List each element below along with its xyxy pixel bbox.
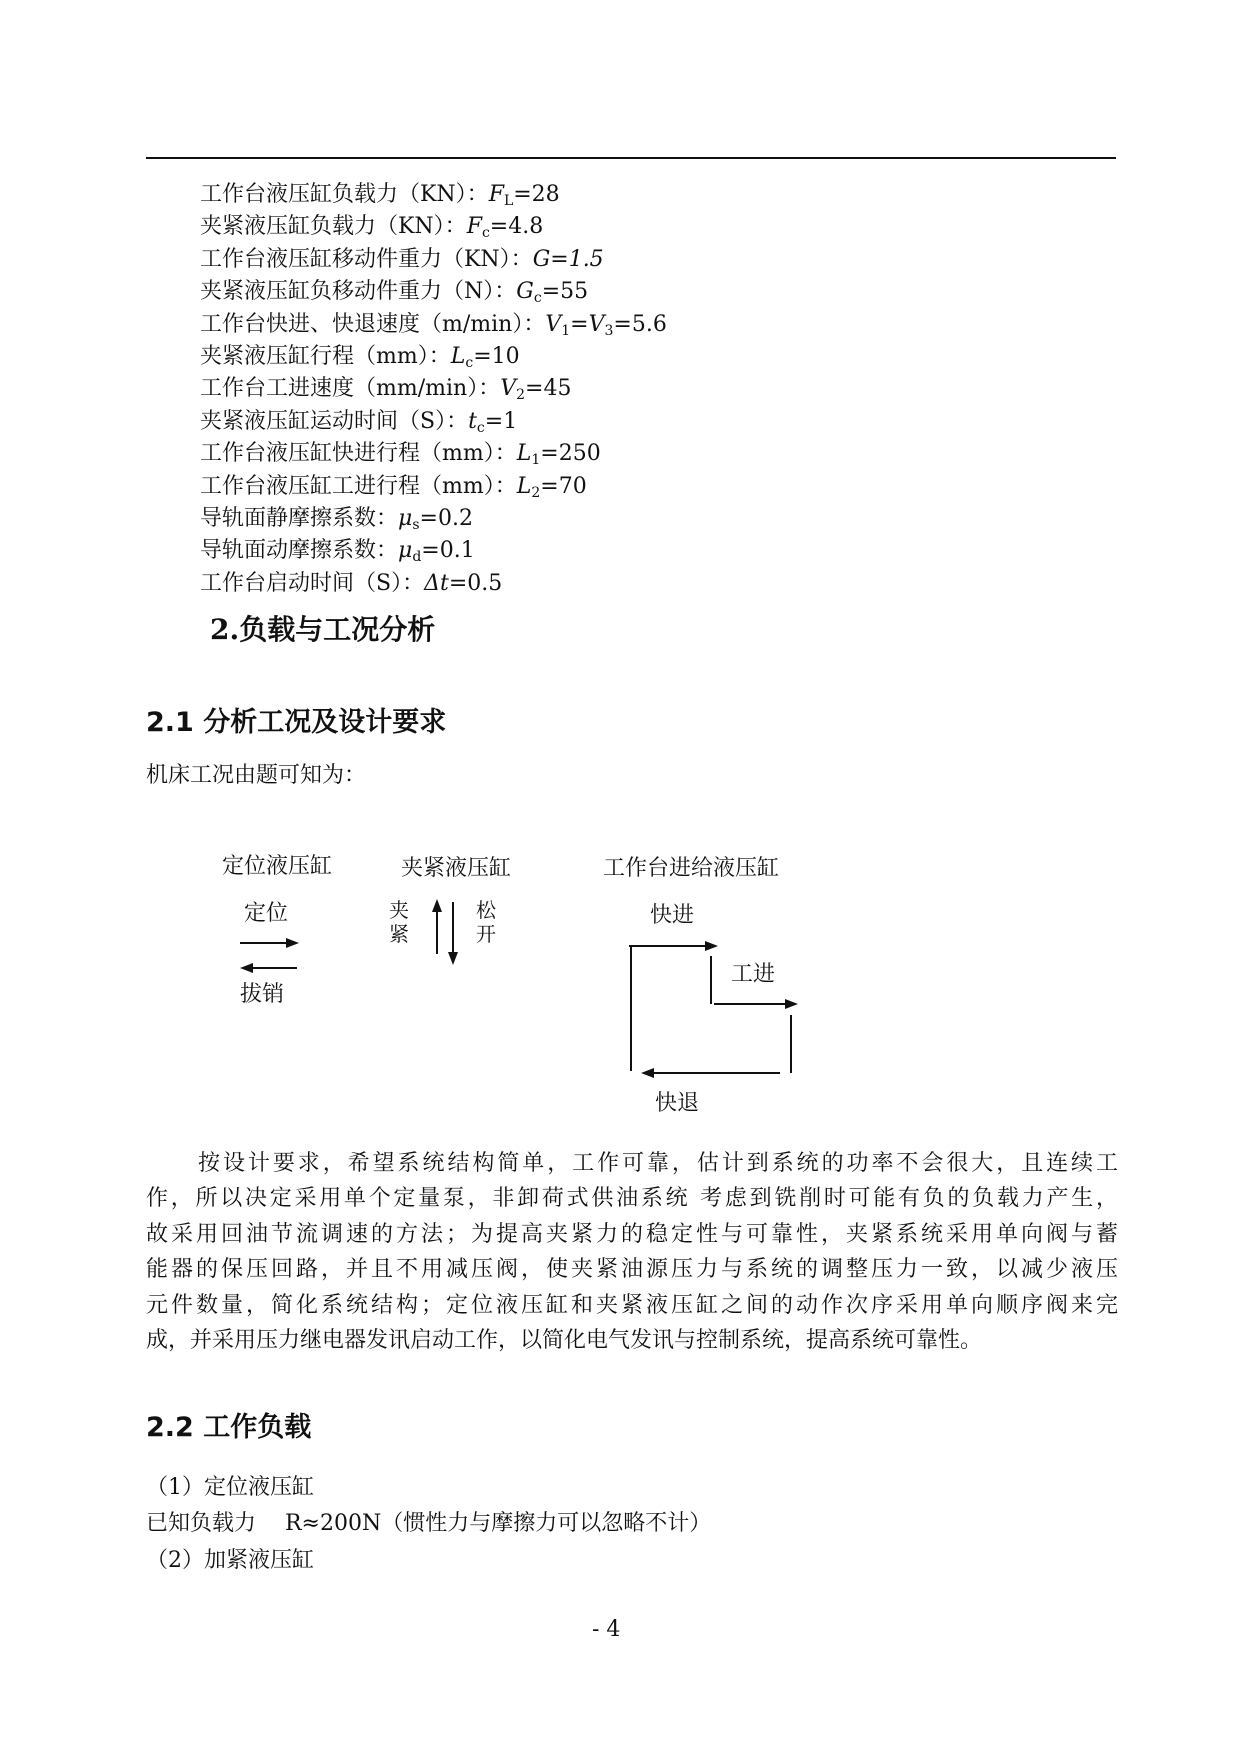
left-boundary-line [630,946,632,1071]
clamp-label: 夹紧 [389,898,409,946]
arrowhead [641,1068,654,1078]
arrowhead [432,899,442,912]
release-label: 松开 [476,898,496,946]
fast-return-arrow [653,1072,780,1074]
clamp-up-arrow [436,910,438,954]
arrowhead [286,938,299,948]
intro-text: 机床工况由题可知为： [146,763,367,788]
arrowhead [785,999,798,1009]
param-line: 夹紧液压缸负载力（KN）：$F_c=4.8$ [200,214,544,242]
param-line: 夹紧液压缸运动时间（S）：$t_c=1$ [200,408,518,436]
work-feed-arrow [714,1003,789,1005]
paragraph-line: 按设计要求，希望系统结构简单，工作可靠，估计到系统的功率不会很大，且连续工 [198,1151,1118,1176]
locate-forward-arrow [240,942,290,944]
param-line: 导轨面动摩擦系数：$\mu_d=0.1$ [200,538,475,566]
page-number: - 4 [592,1617,621,1642]
locate-cylinder-title: 定位液压缸 [222,854,333,879]
section-heading: 2.负载与工况分析 [210,613,436,646]
parameter-list [200,179,667,600]
param-line: 夹紧液压缸负移动件重力（N）：$G_c=55$ [200,279,589,307]
paragraph-line: 能器的保压回路，并且不用减压阀，使夹紧油源压力与系统的调整压力一致，以减少液压 [146,1257,1118,1283]
right-boundary-line [790,1015,792,1073]
locate-back-label: 拔销 [240,982,285,1007]
release-down-arrow [452,902,454,954]
arrowhead [240,963,253,973]
subsection-heading: 2.2 工作负载 [146,1412,312,1443]
arrowhead [448,952,458,965]
fast-forward-label: 快进 [650,903,695,928]
design-requirements-paragraph [146,1146,1118,1358]
clamp-cylinder-title: 夹紧液压缸 [401,856,512,881]
load-statement: 已知负载力 R≈200N（惯性力与摩擦力可以忽略不计） [146,1511,712,1536]
paragraph-line: 故采用回油节流调速的方法；为提高夹紧力的稳定性与可靠性，夹紧系统采用单向阀与蓄 [146,1221,1118,1247]
locate-forward-label: 定位 [244,901,289,926]
work-feed-label: 工进 [731,962,776,987]
fast-return-label: 快退 [655,1091,700,1116]
param-line: 夹紧液压缸行程（mm）：$L_c=10$ [200,343,520,371]
param-line: 工作台快进、快退速度（m/min）：$V_1=V_3=5.6$ [200,311,667,339]
list-item: （1）定位液压缸 [146,1475,314,1500]
param-line: 工作台液压缸负载力（KN）：$F_L=28$ [200,182,560,209]
subsection-heading: 2.1 分析工况及设计要求 [146,707,447,738]
paragraph-line: 成，并采用压力继电器发讯启动工作，以简化电气发讯与控制系统，提高系统可靠性。 [146,1327,983,1353]
paragraph-line: 元件数量，简化系统结构；定位液压缸和夹紧液压缸之间的动作次序采用单向顺序阀来完 [146,1292,1118,1318]
fast-forward-arrow [629,945,709,947]
param-line: 工作台液压缸快进行程（mm）：$L_1=250$ [200,441,601,469]
param-line: 导轨面静摩擦系数：$\mu_s=0.2$ [200,505,473,533]
table-cylinder-title: 工作台进给液压缸 [603,856,780,881]
param-line: 工作台液压缸工进行程（mm）：$L_2=70$ [200,473,587,501]
param-line: 工作台液压缸移动件重力（KN）：G=1.5 [200,246,604,272]
param-line: 工作台启动时间（S）：Δt=0.5 [200,570,503,596]
list-item: （2）加紧液压缸 [146,1548,314,1573]
arrowhead [705,941,718,951]
param-line: 工作台工进速度（mm/min）：$V_2=45$ [200,376,572,404]
header-rule [146,157,1116,159]
paragraph-line: 作，所以决定采用单个定量泵，非卸荷式供油系统 考虑到铣削时可能有负的负载力产生， [146,1186,1118,1212]
locate-back-arrow [252,967,297,969]
work-feed-start-line [710,956,712,1004]
